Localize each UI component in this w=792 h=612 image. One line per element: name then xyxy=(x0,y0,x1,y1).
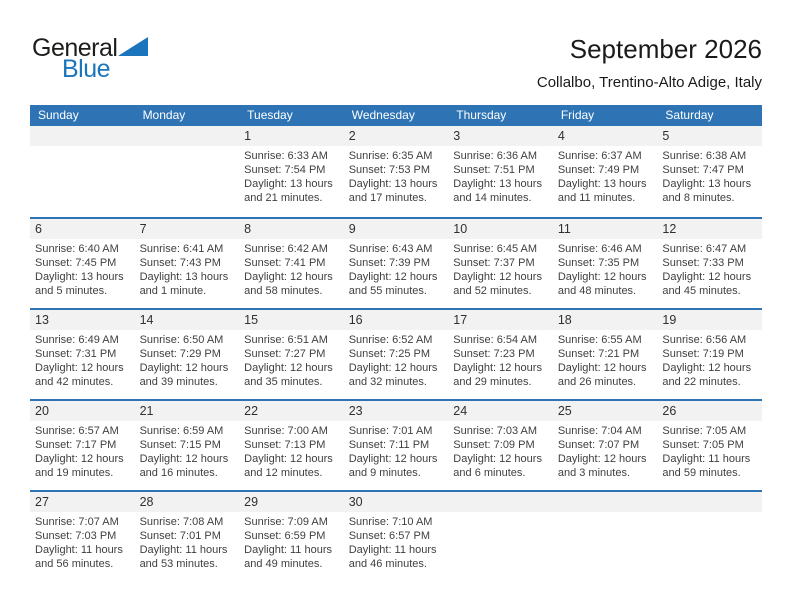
day-number: 5 xyxy=(657,126,762,146)
sunset-line: Sunset: 7:39 PM xyxy=(348,257,431,269)
day-details xyxy=(239,239,344,298)
sunset-line: Sunset: 7:25 PM xyxy=(348,348,431,360)
sunset-line: Sunset: 7:13 PM xyxy=(244,439,326,451)
day-cell-2 xyxy=(344,126,449,217)
sunset-line: Sunset: 7:53 PM xyxy=(348,164,431,176)
weekday-header-thursday: Thursday xyxy=(456,108,507,122)
sunrise-line: Sunrise: 6:43 AM xyxy=(348,243,433,255)
day-details xyxy=(448,512,553,515)
day-details xyxy=(30,146,135,149)
title-block xyxy=(537,34,762,91)
sunset-line: Sunset: 7:21 PM xyxy=(557,348,640,360)
sunset-line: Sunset: 7:35 PM xyxy=(557,257,640,269)
sunset-line: Sunset: 7:27 PM xyxy=(244,348,326,360)
daylight-line: Daylight: 12 hours and 29 minutes. xyxy=(453,362,542,388)
sunset-line: Sunset: 7:31 PM xyxy=(35,348,117,360)
day-cell-8 xyxy=(239,219,344,308)
daylight-line: Daylight: 11 hours and 46 minutes. xyxy=(348,544,437,570)
sunset-line: Sunset: 7:17 PM xyxy=(35,439,117,451)
sunset-line: Sunset: 7:51 PM xyxy=(453,164,535,176)
sunset-line: Sunset: 7:49 PM xyxy=(557,164,640,176)
day-cell-19 xyxy=(657,310,762,399)
day-details xyxy=(344,330,449,389)
sunset-line: Sunset: 7:33 PM xyxy=(662,257,744,269)
week-row-1 xyxy=(30,126,762,217)
day-details xyxy=(30,330,135,389)
daylight-line: Daylight: 13 hours and 11 minutes. xyxy=(557,178,647,204)
daylight-line: Daylight: 12 hours and 16 minutes. xyxy=(139,453,229,479)
day-details xyxy=(135,512,240,571)
daylight-line: Daylight: 11 hours and 53 minutes. xyxy=(139,544,228,570)
day-number: 12 xyxy=(657,219,762,239)
day-details xyxy=(657,239,762,298)
sunrise-line: Sunrise: 6:57 AM xyxy=(35,425,119,437)
day-details xyxy=(344,421,449,480)
day-cell-9 xyxy=(344,219,449,308)
day-number: 27 xyxy=(30,492,135,512)
day-details xyxy=(448,421,553,480)
day-details xyxy=(239,146,344,205)
daylight-line: Daylight: 13 hours and 21 minutes. xyxy=(244,178,333,204)
sunset-line: Sunset: 7:03 PM xyxy=(35,530,117,542)
sunrise-line: Sunrise: 6:51 AM xyxy=(244,334,328,346)
sunrise-line: Sunrise: 6:54 AM xyxy=(453,334,538,346)
day-cell-25 xyxy=(553,401,658,490)
sunrise-line: Sunrise: 7:10 AM xyxy=(348,516,433,528)
daylight-line: Daylight: 12 hours and 55 minutes. xyxy=(348,271,438,297)
day-cell-28 xyxy=(135,492,240,581)
daylight-line: Daylight: 13 hours and 5 minutes. xyxy=(35,271,124,297)
sunrise-line: Sunrise: 7:00 AM xyxy=(244,425,328,437)
day-cell-4 xyxy=(553,126,658,217)
sunrise-line: Sunrise: 6:42 AM xyxy=(244,243,328,255)
daylight-line: Daylight: 13 hours and 14 minutes. xyxy=(453,178,542,204)
day-details xyxy=(553,421,658,480)
daylight-line: Daylight: 12 hours and 39 minutes. xyxy=(139,362,229,388)
day-details xyxy=(239,421,344,480)
daylight-line: Daylight: 13 hours and 17 minutes. xyxy=(348,178,438,204)
daylight-line: Daylight: 12 hours and 26 minutes. xyxy=(557,362,647,388)
sunrise-line: Sunrise: 6:59 AM xyxy=(139,425,224,437)
day-number xyxy=(30,126,135,146)
day-details xyxy=(344,146,449,205)
empty-cell xyxy=(30,126,135,217)
sunrise-line: Sunrise: 6:33 AM xyxy=(244,150,328,162)
page-title: September 2026 xyxy=(569,34,762,64)
daylight-line: Daylight: 12 hours and 6 minutes. xyxy=(453,453,542,479)
week-row-4 xyxy=(30,399,762,490)
sunrise-line: Sunrise: 7:03 AM xyxy=(453,425,538,437)
day-number: 26 xyxy=(657,401,762,421)
sunrise-line: Sunrise: 6:56 AM xyxy=(662,334,747,346)
logo-word-blue: Blue xyxy=(62,55,111,83)
day-cell-27 xyxy=(30,492,135,581)
sunset-line: Sunset: 7:19 PM xyxy=(662,348,744,360)
day-details xyxy=(30,239,135,298)
day-cell-20 xyxy=(30,401,135,490)
day-number: 7 xyxy=(135,219,240,239)
daylight-line: Daylight: 13 hours and 1 minute. xyxy=(139,271,229,297)
sunset-line: Sunset: 7:23 PM xyxy=(453,348,535,360)
day-number xyxy=(657,492,762,512)
weekday-header-wednesday: Wednesday xyxy=(351,108,415,122)
day-number: 6 xyxy=(30,219,135,239)
sunset-line: Sunset: 7:29 PM xyxy=(139,348,221,360)
day-number: 2 xyxy=(344,126,449,146)
sunrise-line: Sunrise: 6:52 AM xyxy=(348,334,433,346)
day-cell-14 xyxy=(135,310,240,399)
day-details xyxy=(553,330,658,389)
day-number: 28 xyxy=(135,492,240,512)
day-details xyxy=(657,146,762,205)
daylight-line: Daylight: 11 hours and 56 minutes. xyxy=(35,544,123,570)
sunset-line: Sunset: 7:37 PM xyxy=(453,257,535,269)
sunset-line: Sunset: 7:41 PM xyxy=(244,257,326,269)
weekday-header-monday: Monday xyxy=(142,108,186,122)
daylight-line: Daylight: 12 hours and 3 minutes. xyxy=(557,453,647,479)
week-row-5 xyxy=(30,490,762,581)
daylight-line: Daylight: 12 hours and 19 minutes. xyxy=(35,453,124,479)
day-cell-15 xyxy=(239,310,344,399)
day-cell-26 xyxy=(657,401,762,490)
calendar-grid xyxy=(30,126,762,581)
day-details xyxy=(344,512,449,571)
week-row-3 xyxy=(30,308,762,399)
day-number: 20 xyxy=(30,401,135,421)
daylight-line: Daylight: 12 hours and 42 minutes. xyxy=(35,362,124,388)
day-details xyxy=(553,239,658,298)
day-cell-11 xyxy=(553,219,658,308)
day-number: 19 xyxy=(657,310,762,330)
sunset-line: Sunset: 6:59 PM xyxy=(244,530,326,542)
day-number: 15 xyxy=(239,310,344,330)
day-number xyxy=(553,492,658,512)
day-details xyxy=(344,239,449,298)
day-details xyxy=(657,330,762,389)
day-cell-24 xyxy=(448,401,553,490)
day-number xyxy=(448,492,553,512)
day-number: 29 xyxy=(239,492,344,512)
sunset-line: Sunset: 7:45 PM xyxy=(35,257,117,269)
sunset-line: Sunset: 7:07 PM xyxy=(557,439,640,451)
sunrise-line: Sunrise: 6:45 AM xyxy=(453,243,538,255)
logo-word-general: General xyxy=(32,34,118,62)
day-details xyxy=(239,512,344,571)
sunrise-line: Sunrise: 7:08 AM xyxy=(139,516,224,528)
day-cell-17 xyxy=(448,310,553,399)
sunset-line: Sunset: 7:54 PM xyxy=(244,164,326,176)
day-number: 16 xyxy=(344,310,449,330)
daylight-line: Daylight: 12 hours and 45 minutes. xyxy=(662,271,752,297)
sunrise-line: Sunrise: 6:46 AM xyxy=(557,243,642,255)
sunrise-line: Sunrise: 6:36 AM xyxy=(453,150,538,162)
weekday-header-saturday: Saturday xyxy=(665,108,714,122)
day-details xyxy=(657,512,762,515)
sunrise-line: Sunrise: 6:49 AM xyxy=(35,334,119,346)
sunset-line: Sunset: 7:05 PM xyxy=(662,439,744,451)
day-details xyxy=(239,330,344,389)
daylight-line: Daylight: 12 hours and 32 minutes. xyxy=(348,362,438,388)
sunrise-line: Sunrise: 6:55 AM xyxy=(557,334,642,346)
day-cell-10 xyxy=(448,219,553,308)
daylight-line: Daylight: 11 hours and 49 minutes. xyxy=(244,544,332,570)
day-cell-7 xyxy=(135,219,240,308)
empty-cell xyxy=(657,492,762,581)
calendar xyxy=(30,105,762,581)
day-cell-16 xyxy=(344,310,449,399)
sunset-line: Sunset: 7:01 PM xyxy=(139,530,221,542)
week-row-2 xyxy=(30,217,762,308)
weekday-header-friday: Friday xyxy=(560,108,595,122)
day-number: 8 xyxy=(239,219,344,239)
daylight-line: Daylight: 12 hours and 35 minutes. xyxy=(244,362,333,388)
sunrise-line: Sunrise: 6:41 AM xyxy=(139,243,224,255)
day-cell-29 xyxy=(239,492,344,581)
sunrise-line: Sunrise: 7:04 AM xyxy=(557,425,642,437)
day-details xyxy=(30,421,135,480)
page-subtitle: Collalbo, Trentino-Alto Adige, Italy xyxy=(536,74,762,91)
day-cell-5 xyxy=(657,126,762,217)
general-blue-logo xyxy=(32,36,148,82)
day-number: 18 xyxy=(553,310,658,330)
day-number: 17 xyxy=(448,310,553,330)
sunset-line: Sunset: 7:15 PM xyxy=(139,439,221,451)
empty-cell xyxy=(135,126,240,217)
day-details xyxy=(448,239,553,298)
sunrise-line: Sunrise: 6:40 AM xyxy=(35,243,119,255)
day-number: 22 xyxy=(239,401,344,421)
sunset-line: Sunset: 7:11 PM xyxy=(348,439,430,451)
day-details xyxy=(135,330,240,389)
day-number: 30 xyxy=(344,492,449,512)
day-cell-3 xyxy=(448,126,553,217)
day-number: 24 xyxy=(448,401,553,421)
day-number: 10 xyxy=(448,219,553,239)
daylight-line: Daylight: 13 hours and 8 minutes. xyxy=(662,178,752,204)
day-cell-6 xyxy=(30,219,135,308)
day-cell-23 xyxy=(344,401,449,490)
day-number: 3 xyxy=(448,126,553,146)
day-details xyxy=(135,421,240,480)
sunset-line: Sunset: 7:47 PM xyxy=(662,164,744,176)
daylight-line: Daylight: 12 hours and 12 minutes. xyxy=(244,453,333,479)
day-cell-1 xyxy=(239,126,344,217)
day-number: 11 xyxy=(553,219,658,239)
day-number: 13 xyxy=(30,310,135,330)
day-cell-12 xyxy=(657,219,762,308)
weekday-header-row xyxy=(30,105,762,126)
daylight-line: Daylight: 12 hours and 22 minutes. xyxy=(662,362,752,388)
day-details xyxy=(135,239,240,298)
sunrise-line: Sunrise: 7:05 AM xyxy=(662,425,747,437)
empty-cell xyxy=(553,492,658,581)
day-cell-13 xyxy=(30,310,135,399)
day-details xyxy=(657,421,762,480)
day-number: 23 xyxy=(344,401,449,421)
day-number: 1 xyxy=(239,126,344,146)
weekday-header-sunday: Sunday xyxy=(38,108,79,122)
sunrise-line: Sunrise: 7:07 AM xyxy=(35,516,119,528)
sunset-line: Sunset: 7:43 PM xyxy=(139,257,221,269)
sunrise-line: Sunrise: 7:01 AM xyxy=(348,425,433,437)
day-number: 9 xyxy=(344,219,449,239)
day-details xyxy=(135,146,240,149)
day-number xyxy=(135,126,240,146)
day-details xyxy=(553,512,658,515)
day-details xyxy=(30,512,135,571)
sunrise-line: Sunrise: 6:47 AM xyxy=(662,243,747,255)
daylight-line: Daylight: 12 hours and 58 minutes. xyxy=(244,271,333,297)
sunset-line: Sunset: 7:09 PM xyxy=(453,439,535,451)
day-cell-18 xyxy=(553,310,658,399)
weekday-header-tuesday: Tuesday xyxy=(247,108,293,122)
day-details xyxy=(553,146,658,205)
logo-triangle-icon xyxy=(118,37,148,56)
daylight-line: Daylight: 12 hours and 52 minutes. xyxy=(453,271,542,297)
sunset-line: Sunset: 6:57 PM xyxy=(348,530,431,542)
day-number: 4 xyxy=(553,126,658,146)
daylight-line: Daylight: 12 hours and 9 minutes. xyxy=(348,453,438,479)
sunrise-line: Sunrise: 6:38 AM xyxy=(662,150,747,162)
day-cell-30 xyxy=(344,492,449,581)
sunrise-line: Sunrise: 7:09 AM xyxy=(244,516,328,528)
sunrise-line: Sunrise: 6:37 AM xyxy=(557,150,642,162)
empty-cell xyxy=(448,492,553,581)
day-details xyxy=(448,146,553,205)
day-cell-21 xyxy=(135,401,240,490)
day-number: 25 xyxy=(553,401,658,421)
daylight-line: Daylight: 12 hours and 48 minutes. xyxy=(557,271,647,297)
sunrise-line: Sunrise: 6:35 AM xyxy=(348,150,433,162)
daylight-line: Daylight: 11 hours and 59 minutes. xyxy=(662,453,751,479)
day-cell-22 xyxy=(239,401,344,490)
day-number: 21 xyxy=(135,401,240,421)
day-details xyxy=(448,330,553,389)
sunrise-line: Sunrise: 6:50 AM xyxy=(139,334,224,346)
day-number: 14 xyxy=(135,310,240,330)
